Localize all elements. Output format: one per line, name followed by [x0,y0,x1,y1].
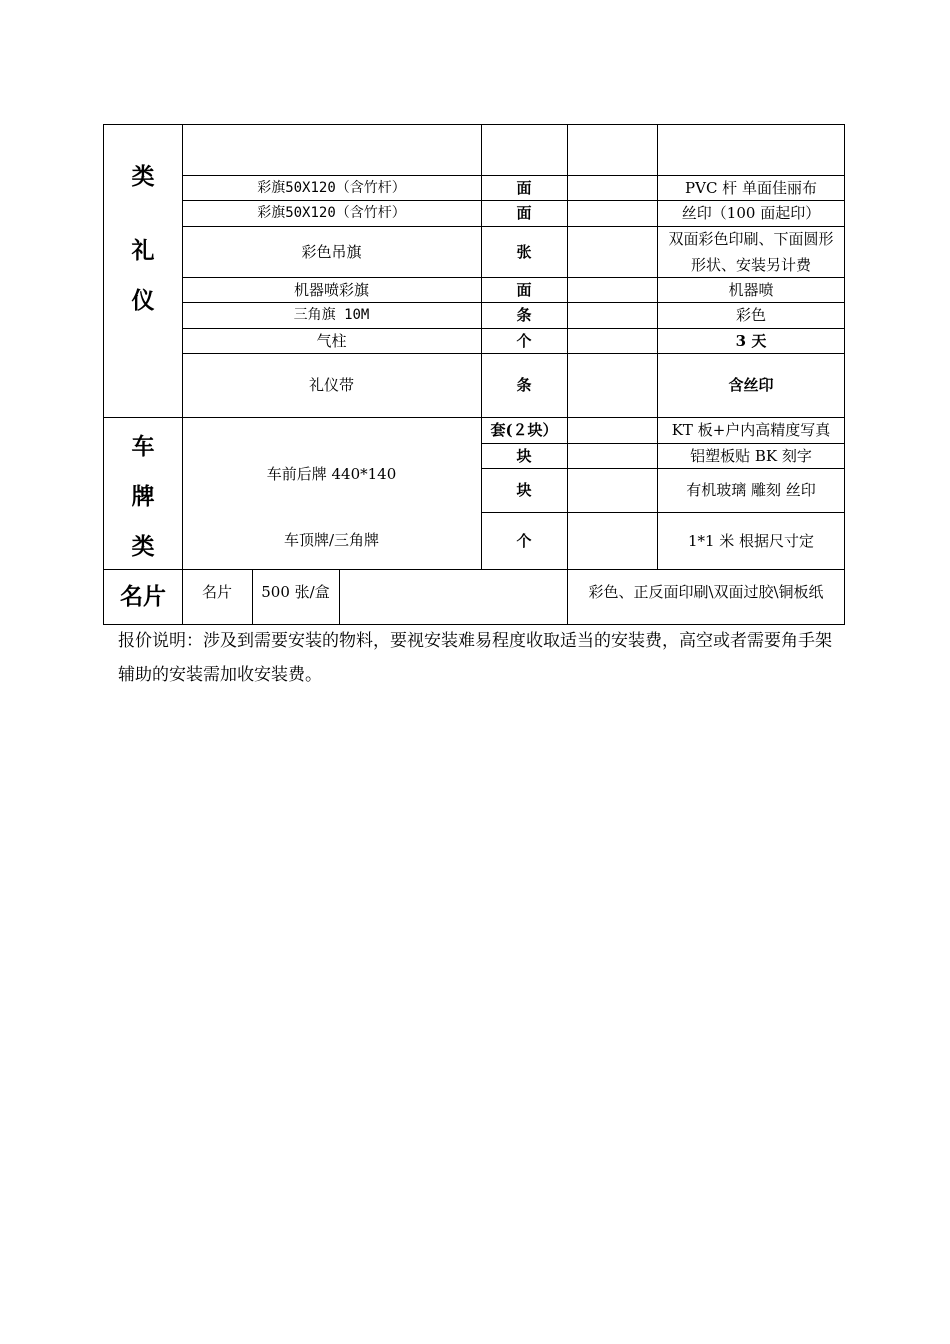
category-chepai-char: 牌 [131,484,155,510]
item-note: 铝塑板贴 BK 刻字 [690,446,812,465]
item-unit: 套(２块） [490,421,558,439]
item-unit: 张 [516,242,532,261]
table-vline [567,124,568,569]
item-unit: 块 [516,446,532,465]
item-note: PVC 杆 单面佳丽布 [685,178,817,197]
item-note: 有机玻璃 雕刻 丝印 [686,481,816,499]
item-note: 彩色、正反面印刷\双面过胶\铜板纸 [588,582,824,601]
item-note: 1*1 米 根据尺寸定 [687,531,815,550]
category-mingpian: 名片 [120,584,166,610]
category-liyi-char: 仪 [131,288,155,314]
item-name: 车前后牌 440*140 [266,465,397,483]
item-unit: 面 [516,280,532,299]
item-unit: 条 [516,376,532,394]
item-name: 名片 [201,582,232,601]
item-unit: 个 [516,531,532,550]
item-unit: 面 [516,178,532,197]
item-note: 含丝印 [728,376,774,394]
item-note: 丝印（100 面起印） [681,204,821,222]
item-name: 彩色吊旗 [301,242,362,261]
item-unit: 块 [516,481,532,499]
item-note: 彩色 [735,306,766,324]
item-unit: 个 [516,331,532,350]
item-name: 气柱 [316,331,347,350]
item-name: 三角旗 10M [293,307,370,323]
item-name: 彩旗50X120（含竹杆） [257,179,406,196]
item-name: 礼仪带 [308,376,354,394]
item-note: KT 板+户内高精度写真 [671,421,831,439]
item-note: 机器喷 [728,280,774,299]
table-vline [339,569,340,625]
item-note: 3 天 [735,331,767,350]
quote-footnote: 报价说明：涉及到需要安装的物料，要视安装难易程度收取适当的安装费，高空或者需要角手架辅助的安装需加收安装费。 [118,631,832,685]
category-liyi-char: 类 [131,164,155,190]
item-note: 双面彩色印刷、下面圆形形状、安装另计费 [668,229,834,274]
item-unit: 条 [516,306,532,324]
item-spec: 500 张/盒 [261,582,330,601]
item-name: 机器喷彩旗 [293,280,369,299]
item-name: 彩旗50X120（含竹杆） [257,205,406,221]
item-name: 车顶牌/三角牌 [283,531,380,549]
category-chepai-char: 车 [131,434,155,460]
category-liyi-char: 礼 [131,238,155,264]
item-unit: 面 [516,204,532,222]
category-chepai-char: 类 [131,534,155,560]
